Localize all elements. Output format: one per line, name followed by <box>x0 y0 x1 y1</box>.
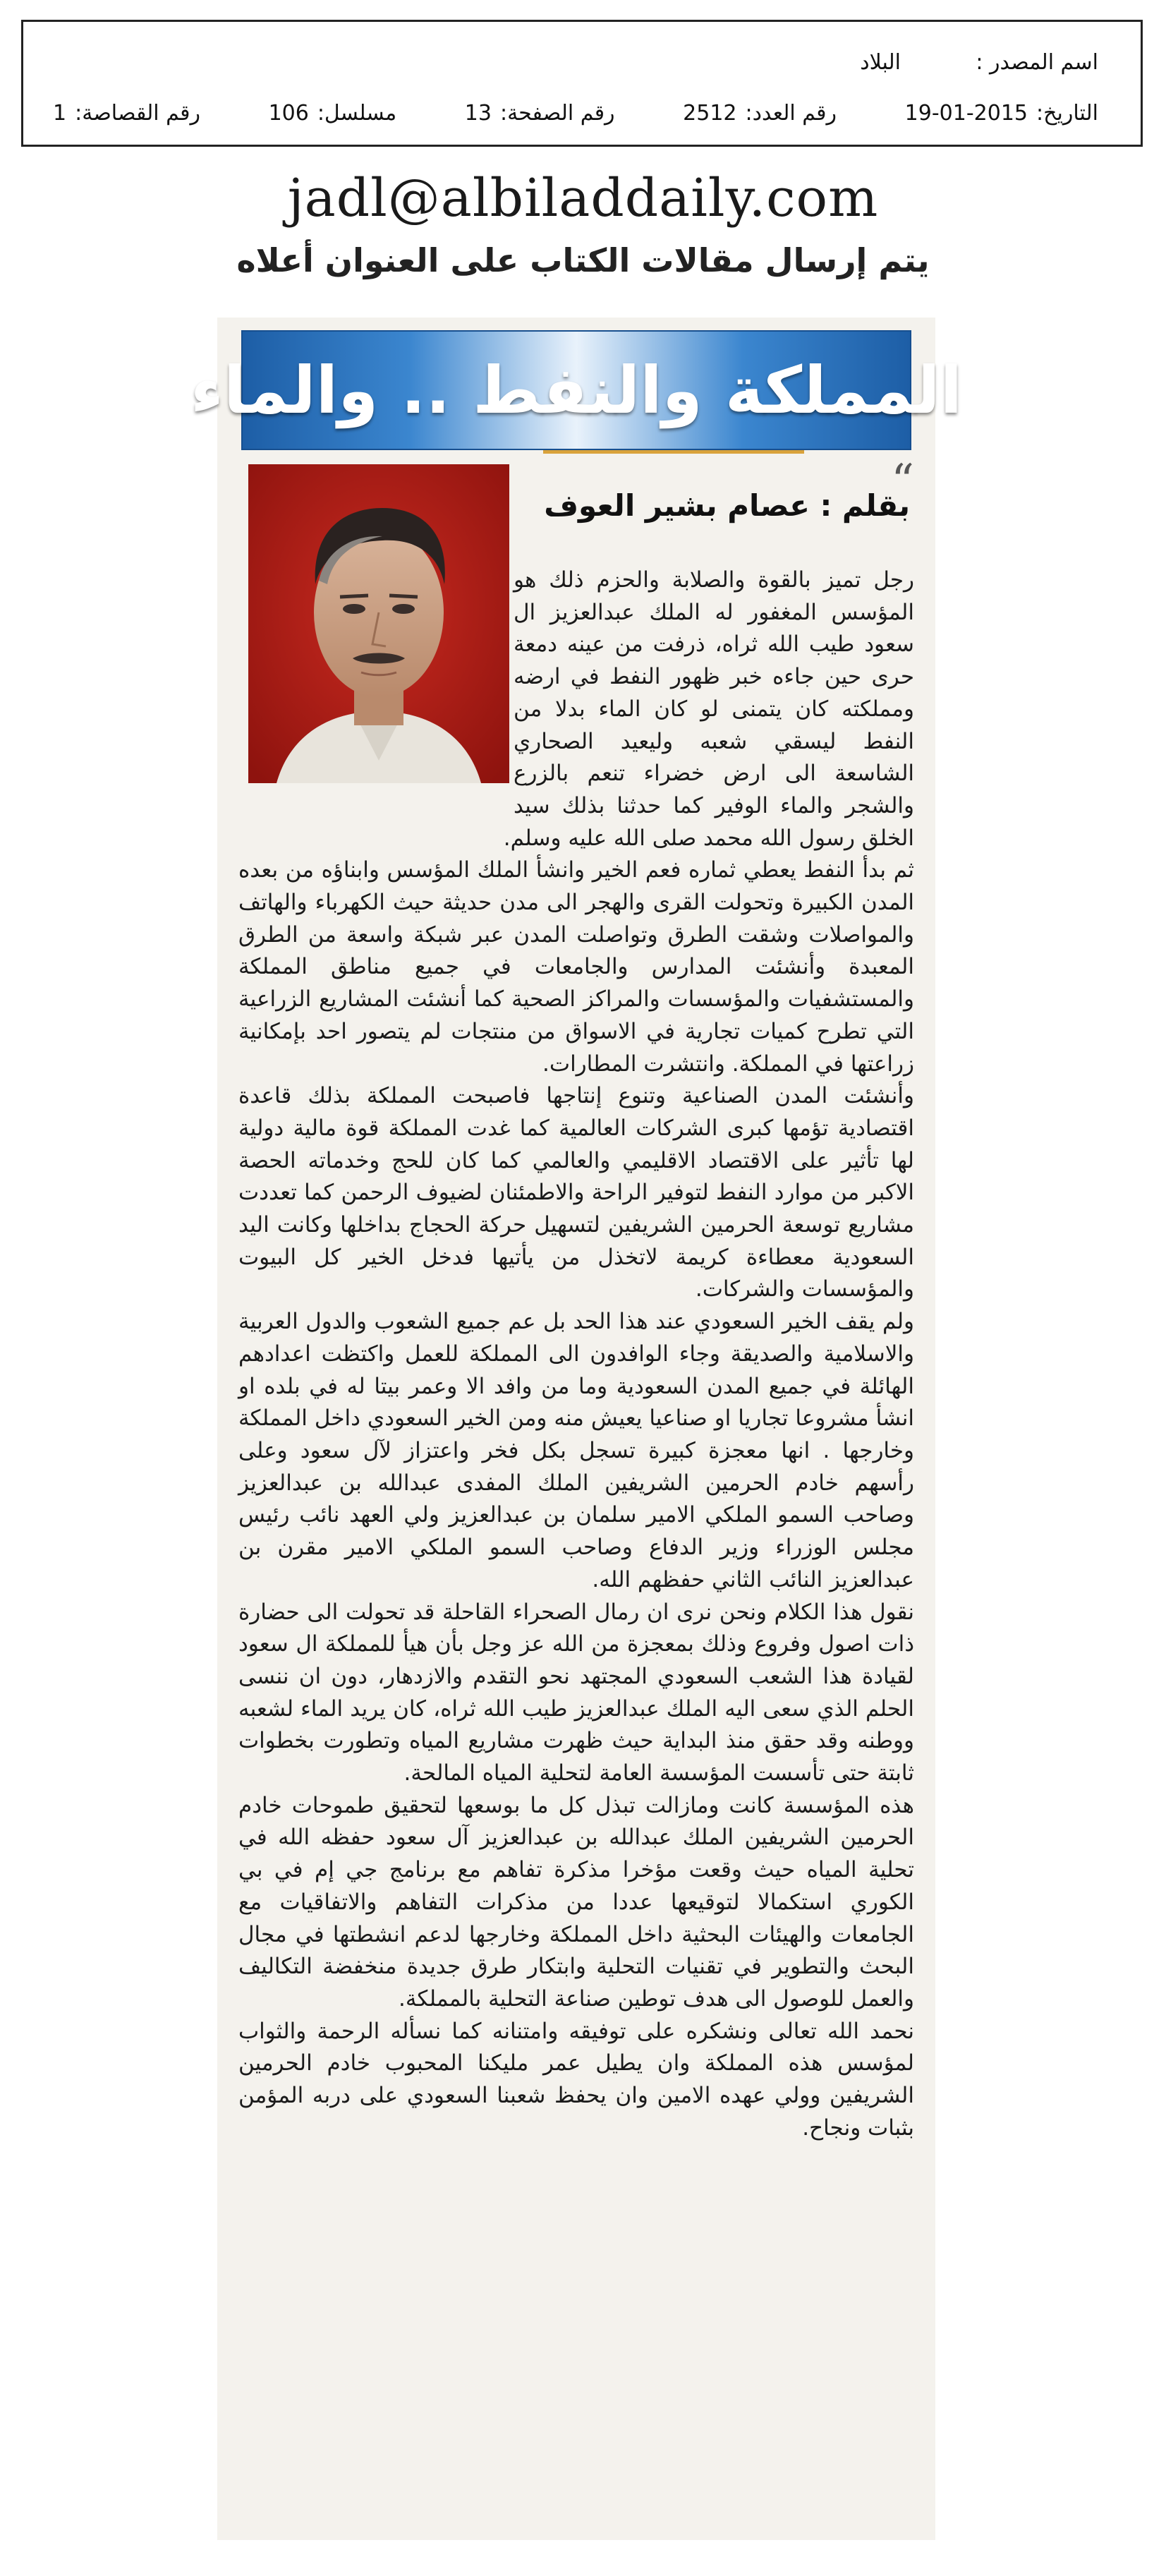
article-title-banner <box>190 330 963 450</box>
date-field <box>897 101 1098 126</box>
article-paragraph: ثم بدأ النفط يعطي ثماره فعم الخير وانشأ الملك المؤسس وابناؤه من بعده المدن الكبيرة وتحولت القرى والهجر الى مدن حديثة حيث الكهرباء والهاتف والمواصلات وشقت الطرق وتواصلت المدن عبر شبكة واسعة من الطرق المعبدة وأنشئت المدارس والجامعات في جميع مناطق المملكة والمستشفيات والمؤسسات والمراكز الصحية كما أنشئت المشاريع الزراعية التي تطرح كميات تجارية في الاسواق من منتجات لم يتصور احد بإمكانية زراعتها في المملكة. وانتشرت المطارات. <box>238 857 914 1077</box>
quote-mark-icon: “ <box>891 455 914 507</box>
article-paragraph: هذه المؤسسة كانت ومازالت تبذل كل ما بوسعها لتحقيق طموحات خادم الحرمين الشريفين الملك عبدالله بن عبدالعزيز آل سعود حفظه الله في تحلية المياه حيث وقعت مؤخرا مذكرة تفاهم مع برنامج جي إم في بي الكوري استكمالا لتوقيعها عددا من مذكرات التفاهم والاتفاقيات مع الجامعات والهيئات البحثية داخل المملكة وخارجها لدعم انشطتها في مجال البحث والتطوير في تقنيات التحلية وابتكار طرق جديدة منخفضة التكاليف والعمل للوصول الى هدف توطين صناعة التحلية بالمملكة. <box>238 1792 914 2012</box>
date-value: 2015-01-19 <box>904 101 1028 126</box>
submission-caption: يتم إرسال مقالات الكتاب على العنوان أعلاه <box>236 241 930 279</box>
newspaper-clipping <box>190 318 963 2540</box>
article-title: المملكة والنفط .. والماء <box>190 352 963 428</box>
serial-label: مسلسل: <box>317 101 397 126</box>
source-row <box>860 50 1098 75</box>
clip-number-value: 1 <box>53 101 67 126</box>
page-field <box>456 101 615 126</box>
source-value: البلاد <box>860 50 901 75</box>
source-label: اسم المصدر : <box>976 50 1098 75</box>
article-paragraph: نحمد الله تعالى ونشكره على توفيقه وامتنانه كما نسأله الرحمة والثواب لمؤسس هذه المملكة وان يطيل عمر مليكنا المحبوب خادم الحرمين الشريفين وولي عهده الامين وان يحفظ شعبنا السعودي على دربه المؤمن بثبات ونجاح. <box>238 2018 914 2141</box>
article-paragraph: ولم يقف الخير السعودي عند هذا الحد بل عم جميع الشعوب والدول العربية والاسلامية والصديقة وجاء الوافدون الى المملكة للعمل واكتظت اعدادهم الهائلة في جميع المدن السعودية وما من وافد الا وعمر بيتا له في بلده او انشأ مشروعا تجاريا او صناعيا يعيش منه ومن الخير السعودي داخل المملكة وخارجها . انها معجزة كبيرة تسجل بكل فخر واعتزاز لآل سعود وعلى رأسهم خادم الحرمين الشريفين الملك المفدى عبدالله بن عبدالعزيز وصاحب السمو الملكي الامير سلمان بن عبدالعزيز ولي العهد نائب رئيس مجلس الوزراء وزير الدفاع وصاحب السمو الملكي الامير مقرن بن عبدالعزيز النائب الثاني حفظهم الله. <box>238 1309 914 1592</box>
date-label: التاريخ: <box>1036 101 1098 126</box>
page-value: 13 <box>464 101 492 126</box>
author-byline: بقلم : عصام بشير العوف <box>544 488 910 523</box>
article-paragraph: نقول هذا الكلام ونحن نرى ان رمال الصحراء القاحلة قد تحولت الى حضارة ذات اصول وفروع وذلك بمعجزة من الله عز وجل بأن هيأ للمملكة ال سعود لقيادة هذا الشعب السعودي المجتهد نحو التقدم والازدهار، دون ان ننسى الحلم الذي سعى اليه الملك عبدالعزيز طيب الله ثراه، كان يريد الماء لشعبه ووطنه وقد حقق منذ البداية حيث ظهرت مشاريع المياه وتطورت بخطوات ثابتة حتى تأسست المؤسسة العامة لتحلية المياه المالحة. <box>238 1599 914 1786</box>
title-underline-rule <box>543 450 804 454</box>
article-body <box>238 564 914 2144</box>
issue-value: 2512 <box>683 101 737 126</box>
photo-wrap-space <box>238 564 514 818</box>
serial-value: 106 <box>268 101 309 126</box>
issue-field <box>674 101 837 126</box>
issue-label: رقم العدد: <box>745 101 837 126</box>
clipping-metadata-box <box>21 20 1143 147</box>
clip-details-row <box>44 101 1098 126</box>
page-label: رقم الصفحة: <box>499 101 615 126</box>
serial-field <box>260 101 397 126</box>
submission-email: jadl@albiladdaily.com <box>287 168 879 229</box>
clip-number-label: رقم القصاصة: <box>75 101 200 126</box>
clip-number-field <box>44 101 200 126</box>
article-paragraph: وأنشئت المدن الصناعية وتنوع إنتاجها فاصبحت المملكة بذلك قاعدة اقتصادية تؤمها كبرى الشركات العالمية كما غدت المملكة قوة مالية دولية لها تأثير على الاقتصاد الاقليمي والعالمي كما كان للحج وخدماته الحصة الاكبر من موارد النفط لتوفير الراحة والاطمئنان لضيوف الرحمن كما تعددت مشاريع توسعة الحرمين الشريفين لتسهيل حركة الحجاج بداخلها وكانت اليد السعودية معطاءة كريمة لاتخذل من يأتيها فدخل الخير كل البيوت والمؤسسات والشركات. <box>238 1083 914 1302</box>
article-paragraph: رجل تميز بالقوة والصلابة والحزم ذلك هو المؤسس المغفور له الملك عبدالعزيز ال سعود طيب الله ثراه، ذرفت من عينه دمعة حرى حين جاءه خبر ظهور النفط في ارضه ومملكته كان يتمنى لو كان الماء بدلا من النفط ليسقي شعبه وليعيد الصحاري الشاسعة الى ارض خضراء تنعم بالزرع والشجر والماء الوفير كما حدثنا بذلك سيد الخلق رسول الله محمد صلى الله عليه وسلم. <box>503 567 914 851</box>
